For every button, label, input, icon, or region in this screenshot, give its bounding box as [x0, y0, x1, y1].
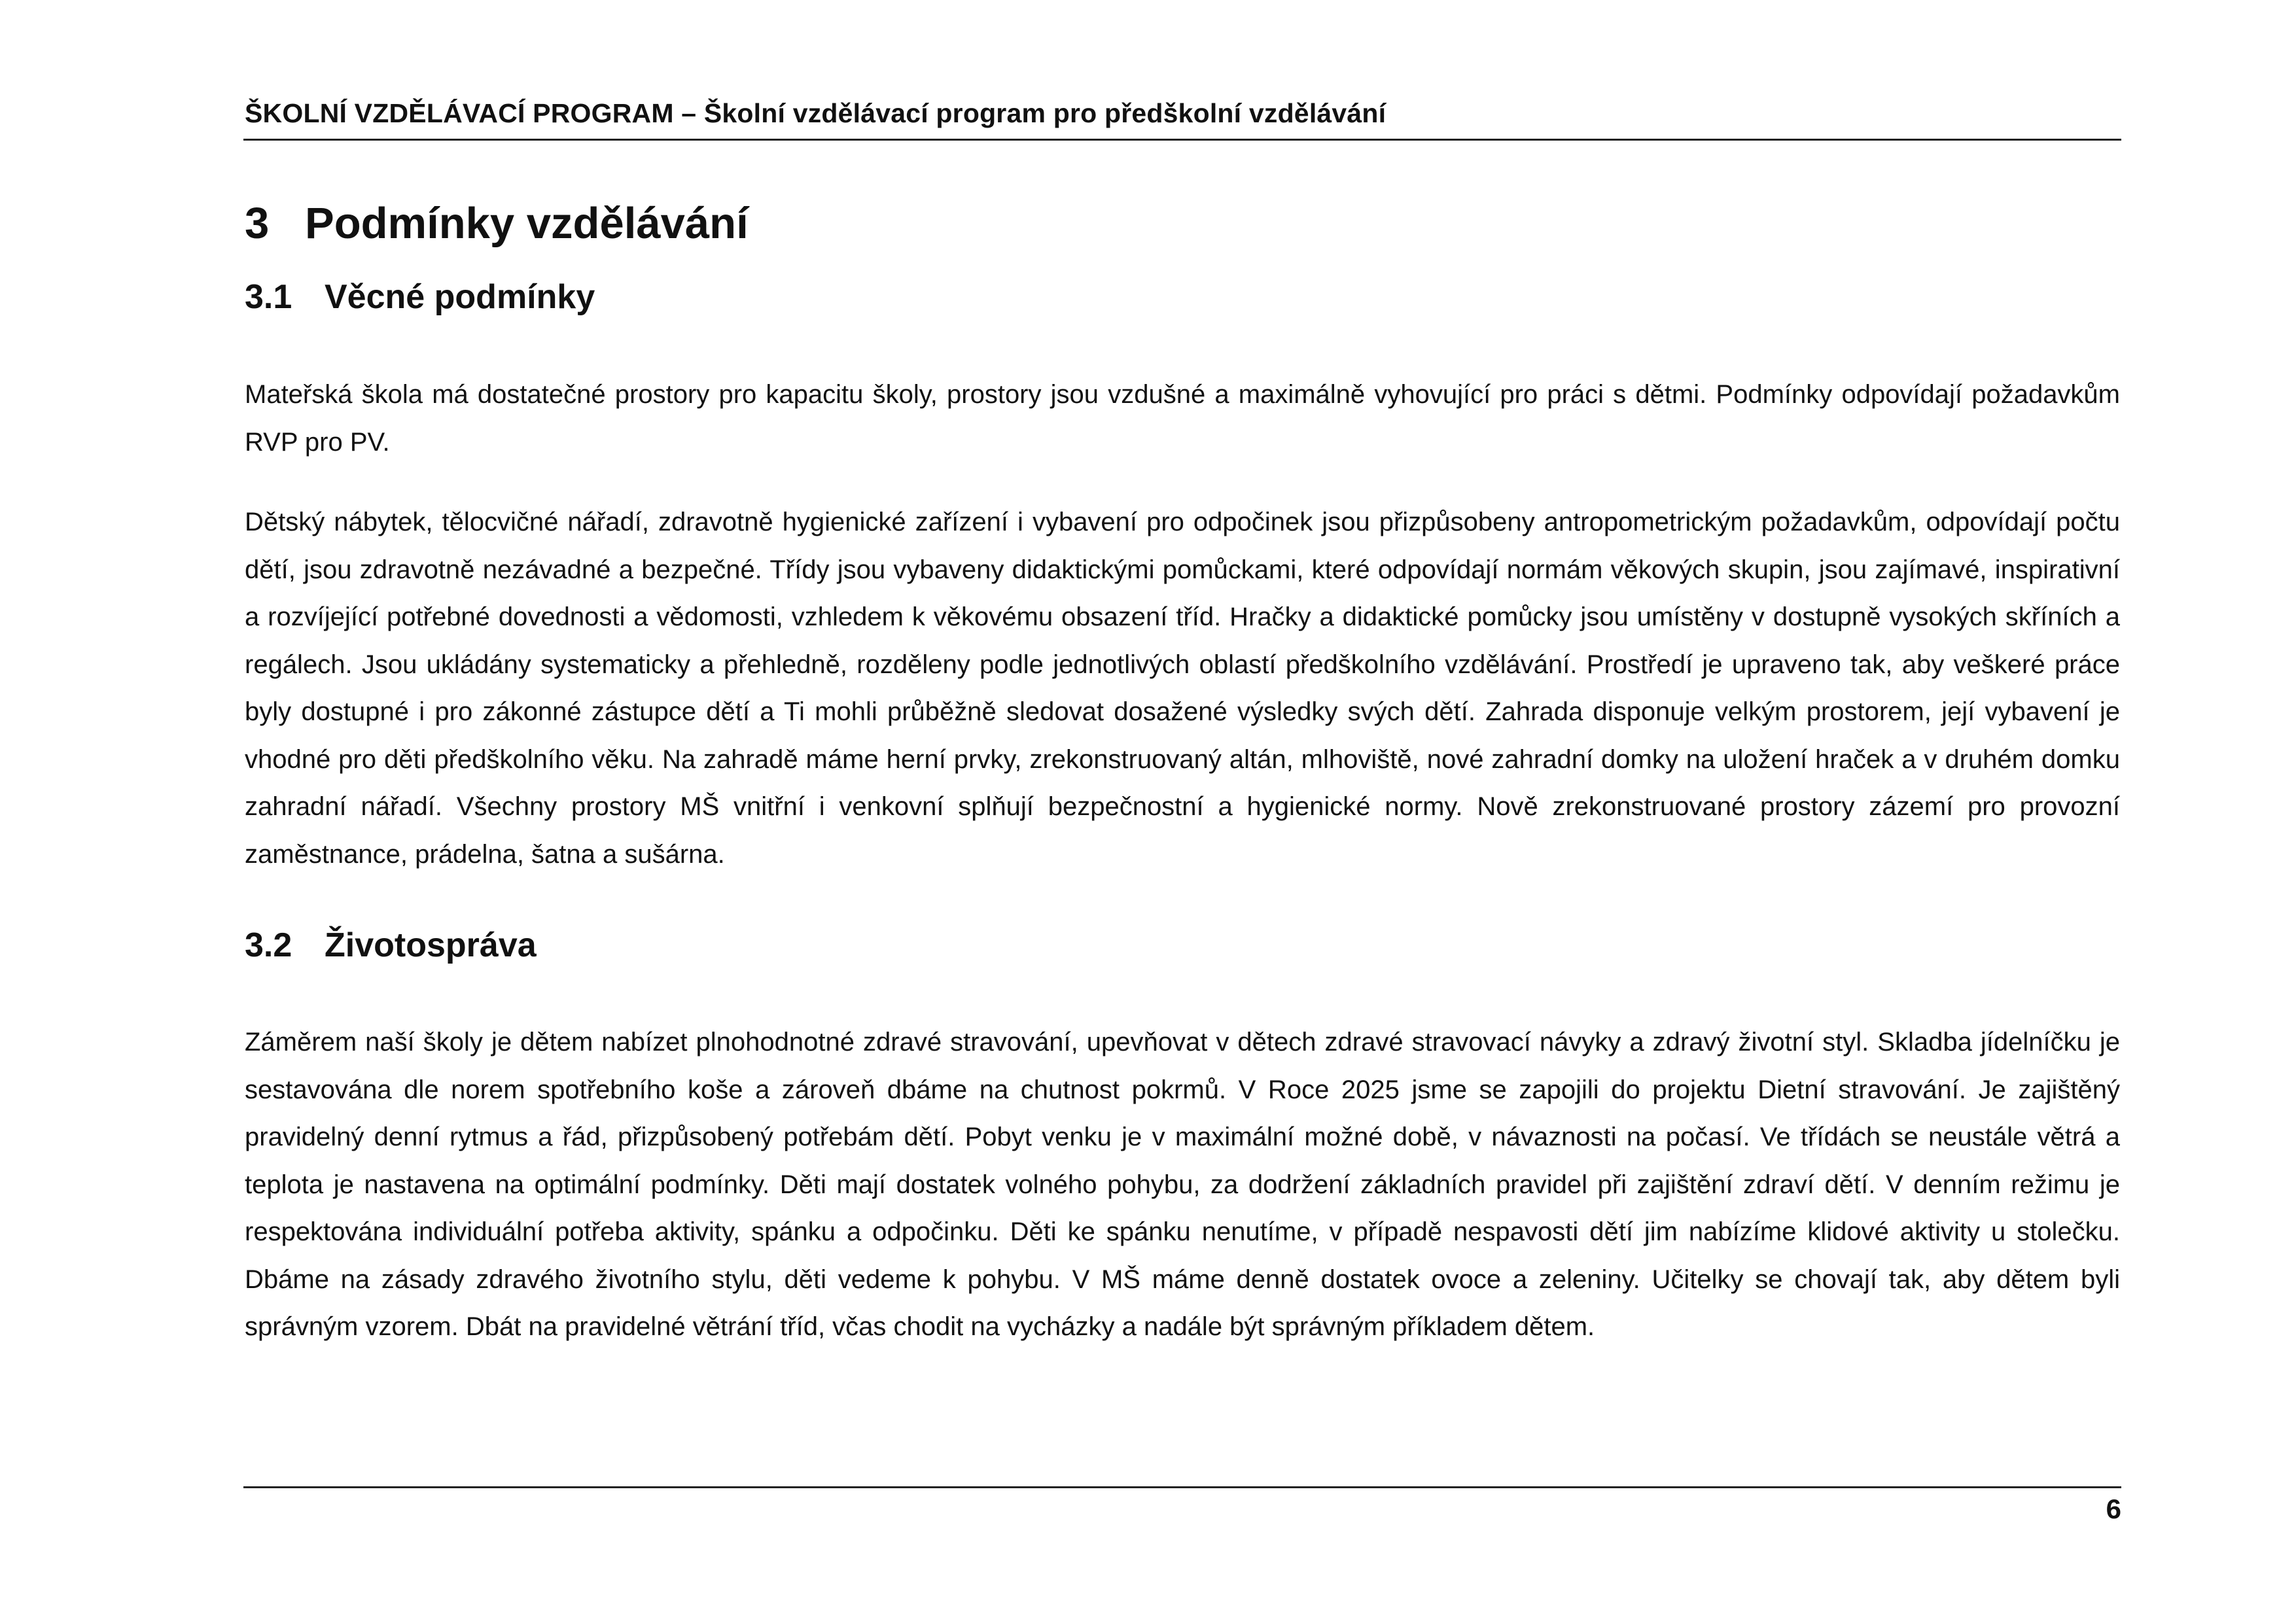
section-heading: [245, 198, 749, 249]
section-number: 3: [245, 199, 270, 248]
subsection-title: Věcné podmínky: [325, 278, 595, 316]
subsection-heading-3-1: [245, 277, 595, 317]
paragraph: Mateřská škola má dostatečné prostory pro kapacitu školy, prostory jsou vzdušné a maximálně vyhovující pro práci s dětmi. Podmínky odpovídají požadavkům RVP pro PV.: [245, 380, 2120, 457]
subsection-number: 3.2: [245, 926, 292, 964]
subsection-title: Životospráva: [325, 926, 537, 964]
paragraph: Záměrem naší školy je dětem nabízet plnohodnotné zdravé stravování, upevňovat v dětech zdravé stravovací návyky a zdravý životní styl. Skladba jídelníčku je sestavována dle norem spotřebního koše a zároveň dbáme na chutnost pokrmů. V Roce 2025 jsme se zapojili do projektu Dietní stravování. Je zajištěný pravidelný denní rytmus a řád, přizpůsobený potřebám dětí. Pobyt venku je v maximální možné době, v návaznosti na počasí. Ve třídách se neustále větrá a teplota je nastavena na optimální podmínky. Děti mají dostatek volného pohybu, za dodržení základních pravidel při zajištění zdraví dětí. V denním režimu je respektována individuální potřeba aktivity, spánku a odpočinku. Děti ke spánku nenutíme, v případě nespavosti dětí jim nabízíme klidové aktivity u stolečku. Dbáme na zásady zdravého životního stylu, děti vedeme k pohybu. V MŠ máme denně dostatek ovoce a zeleniny. Učitelky se chovají tak, aby dětem byli správným vzorem. Dbát na pravidelné větrání tříd, včas chodit na vycházky a nadále být správným příkladem dětem.: [245, 1028, 2120, 1341]
subsection-number: 3.1: [245, 278, 292, 316]
section-title: Podmínky vzdělávání: [305, 199, 749, 248]
header-rule: [243, 139, 2121, 141]
subsection-heading-3-2: [245, 926, 537, 965]
footer-rule: [243, 1486, 2121, 1488]
page-number: 6: [2106, 1493, 2121, 1524]
running-header: ŠKOLNÍ VZDĚLÁVACÍ PROGRAM – Školní vzdělávací program pro předškolní vzdělávání: [245, 98, 1386, 128]
paragraph: Dětský nábytek, tělocvičné nářadí, zdravotně hygienické zařízení i vybavení pro odpočinek jsou přizpůsobeny antropometrickým požadavkům, odpovídají počtu dětí, jsou zdravotně nezávadné a bezpečné. Třídy jsou vybaveny didaktickými pomůckami, které odpovídají normám věkových skupin, jsou zajímavé, inspirativní a rozvíjející potřebné dovednosti a vědomosti, vzhledem k věkovému obsazení tříd. Hračky a didaktické pomůcky jsou umístěny v dostupně vysokých skříních a regálech. Jsou ukládány systematicky a přehledně, rozděleny podle jednotlivých oblastí předškolního vzdělávání. Prostředí je upraveno tak, aby veškeré práce byly dostupné i pro zákonné zástupce dětí a Ti mohli průběžně sledovat dosažené výsledky svých dětí. Zahrada disponuje velkým prostorem, její vybavení je vhodné pro děti předškolního věku. Na zahradě máme herní prvky, zrekonstruovaný altán, mlhoviště, nové zahradní domky na uložení hraček a v druhém domku zahradní nářadí. Všechny prostory MŠ vnitřní i venkovní splňují bezpečnostní a hygienické normy. Nově zrekonstruované prostory zázemí pro provozní zaměstnance, prádelna, šatna a sušárna.: [245, 508, 2120, 869]
